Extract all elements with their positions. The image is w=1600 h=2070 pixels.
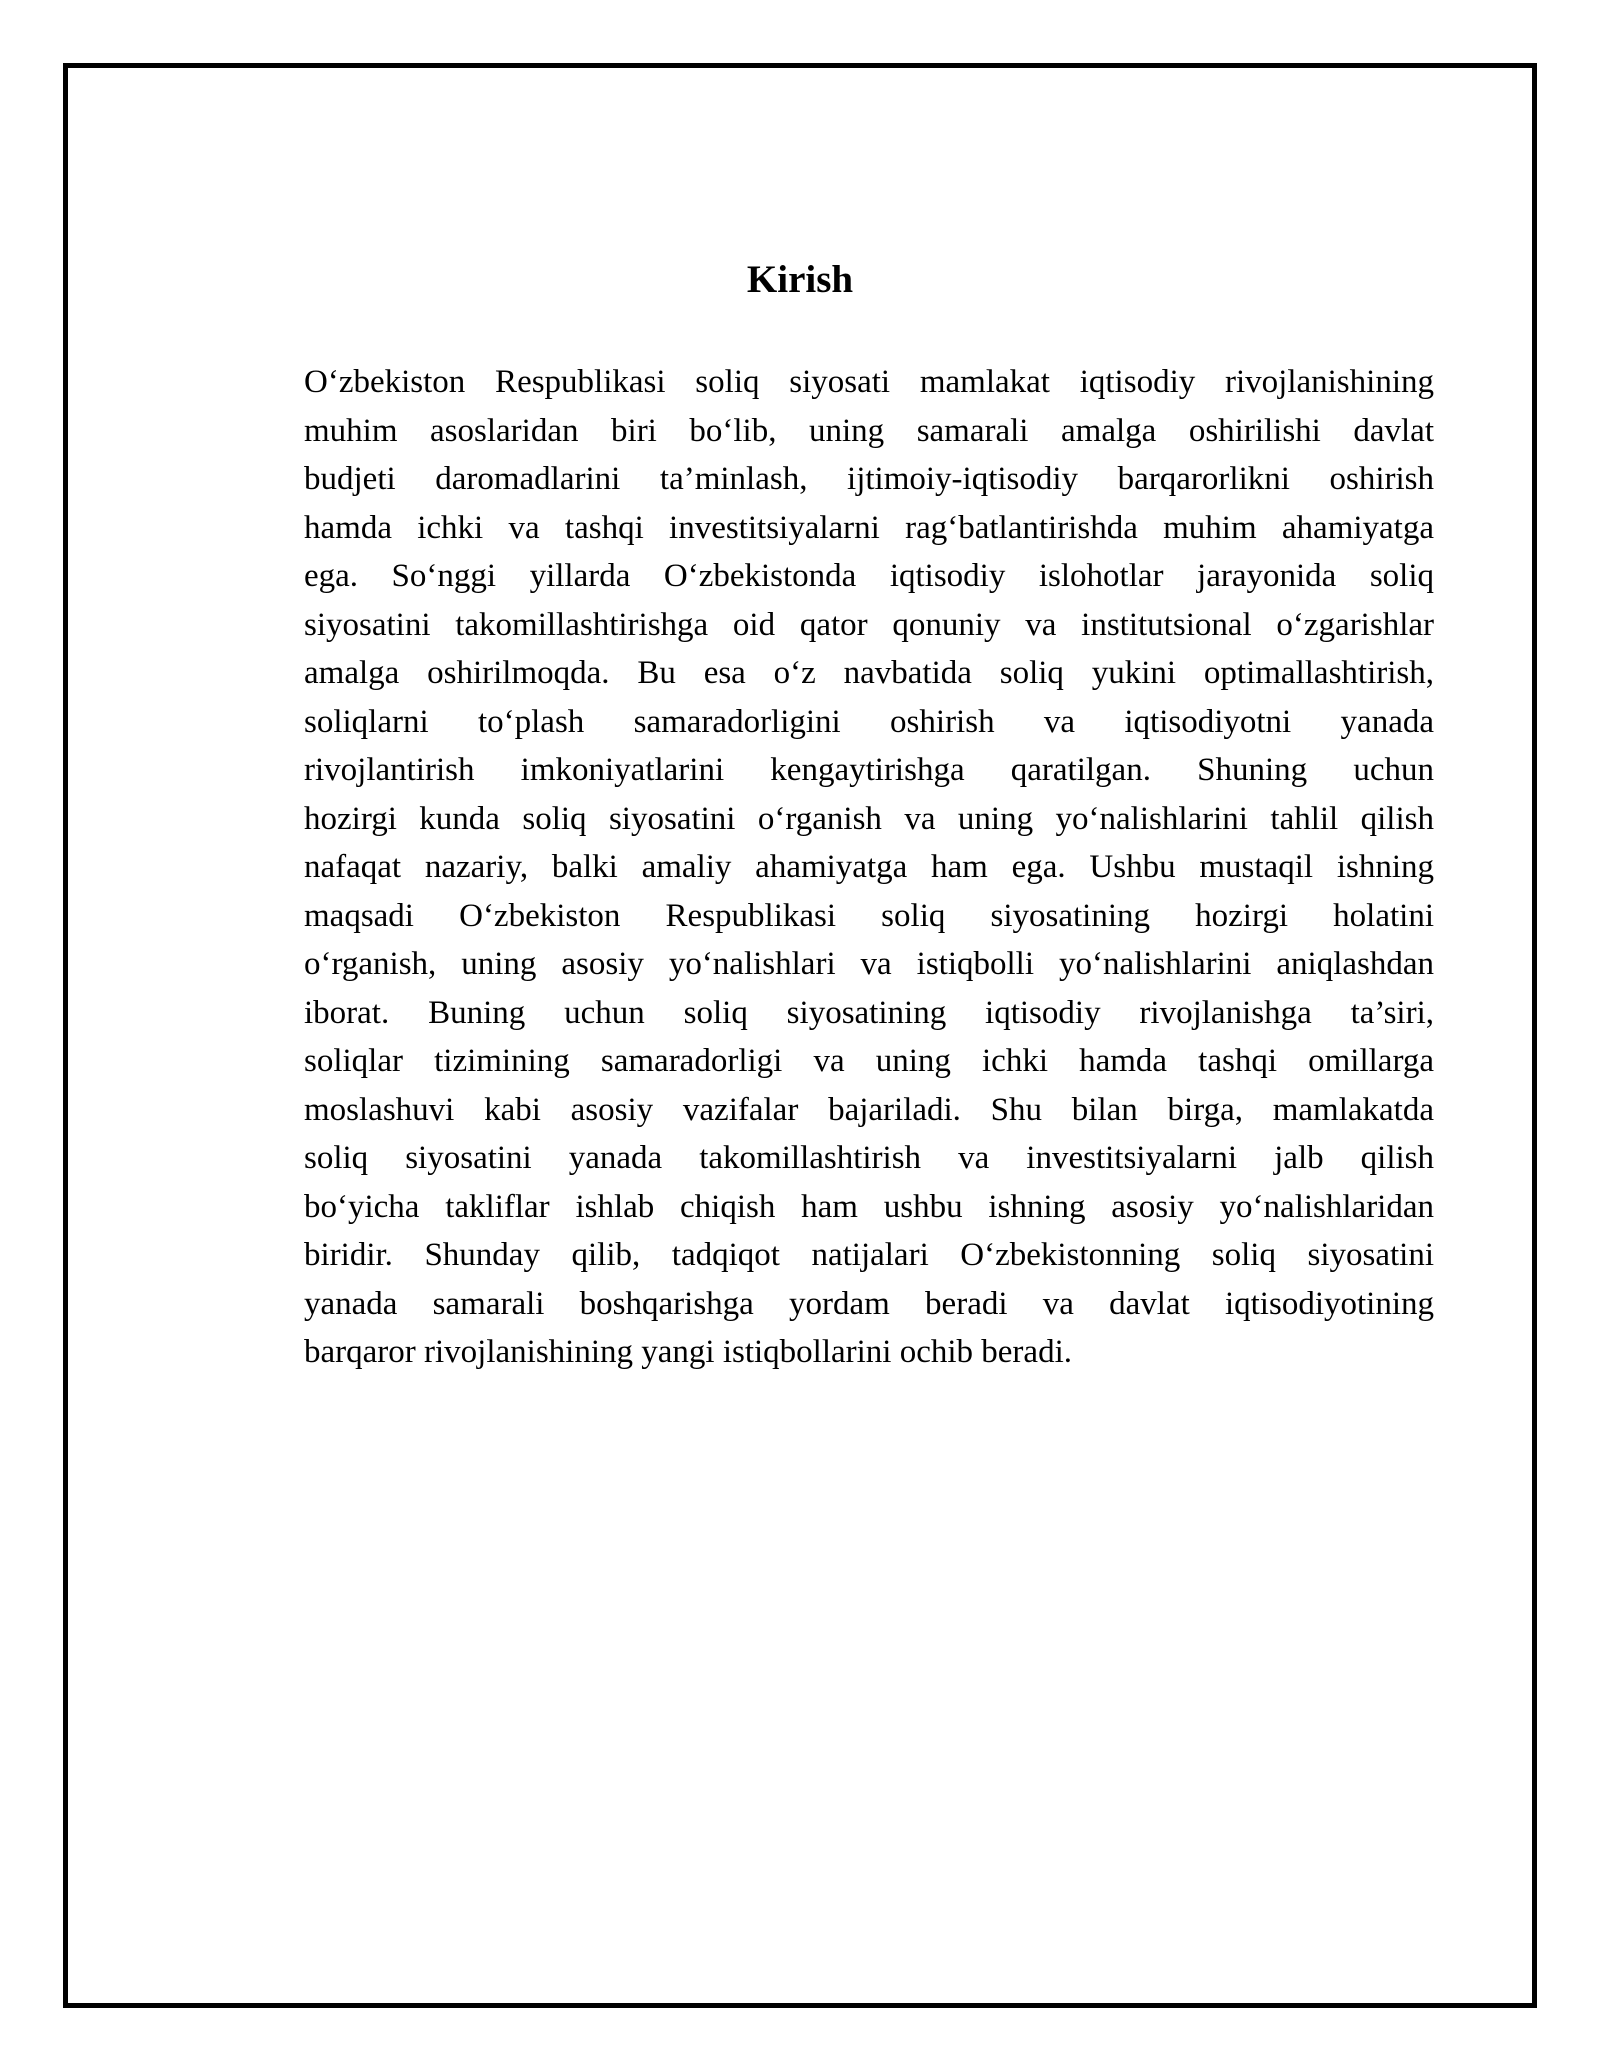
paragraph-line: hozirgi kunda soliq siyosatini o‘rganish va uning yo‘nalishlarini tahlil qilish	[304, 800, 1434, 837]
body-paragraph	[304, 358, 1434, 1377]
paragraph-line: barqaror rivojlanishining yangi istiqbollarini ochib beradi.	[304, 1334, 1072, 1370]
page-title: Kirish	[746, 258, 854, 301]
paragraph-line: amalga oshirilmoqda. Bu esa o‘z navbatida soliq yukini optimallashtirish,	[304, 655, 1434, 691]
paragraph-line: soliq siyosatini yanada takomillashtirish va investitsiyalarni jalb qilish	[304, 1140, 1434, 1176]
page-border	[63, 63, 1537, 2008]
paragraph-line: biridir. Shunday qilib, tadqiqot natijalari O‘zbekistonning soliq siyosatini	[304, 1237, 1434, 1273]
paragraph-line: O‘zbekiston Respublikasi soliq siyosati mamlakat iqtisodiy rivojlanishining	[304, 364, 1434, 400]
paragraph-line: moslashuvi kabi asosiy vazifalar bajariladi. Shu bilan birga, mamlakatda	[304, 1091, 1434, 1128]
paragraph-line: muhim asoslaridan biri bo‘lib, uning samarali amalga oshirilishi davlat	[304, 412, 1434, 449]
paragraph-line: maqsadi O‘zbekiston Respublikasi soliq siyosatining hozirgi holatini	[304, 897, 1434, 934]
paragraph-line: siyosatini takomillashtirishga oid qator qonuniy va institutsional o‘zgarishlar	[304, 606, 1434, 643]
paragraph-line: budjeti daromadlarini ta’minlash, ijtimoiy-iqtisodiy barqarorlikni oshirish	[304, 461, 1434, 497]
paragraph-line: iborat. Buning uchun soliq siyosatining iqtisodiy rivojlanishga ta’siri,	[304, 994, 1434, 1031]
paragraph-line: nafaqat nazariy, balki amaliy ahamiyatga ham ega. Ushbu mustaqil ishning	[304, 849, 1434, 885]
paragraph-line: bo‘yicha takliflar ishlab chiqish ham ushbu ishning asosiy yo‘nalishlaridan	[304, 1188, 1434, 1225]
paragraph-line: soliqlar tizimining samaradorligi va uning ichki hamda tashqi omillarga	[304, 1043, 1434, 1079]
paragraph-line: soliqlarni to‘plash samaradorligini oshirish va iqtisodiyotni yanada	[304, 703, 1434, 740]
paragraph-line: rivojlantirish imkoniyatlarini kengaytirishga qaratilgan. Shuning uchun	[304, 752, 1434, 788]
paragraph-line: o‘rganish, uning asosiy yo‘nalishlari va istiqbolli yo‘nalishlarini aniqlashdan	[304, 946, 1434, 982]
paragraph-line: hamda ichki va tashqi investitsiyalarni rag‘batlantirishda muhim ahamiyatga	[304, 509, 1434, 546]
paragraph-line: yanada samarali boshqarishga yordam beradi va davlat iqtisodiyotining	[304, 1285, 1434, 1322]
paragraph-line: ega. So‘nggi yillarda O‘zbekistonda iqtisodiy islohotlar jarayonida soliq	[304, 558, 1434, 594]
